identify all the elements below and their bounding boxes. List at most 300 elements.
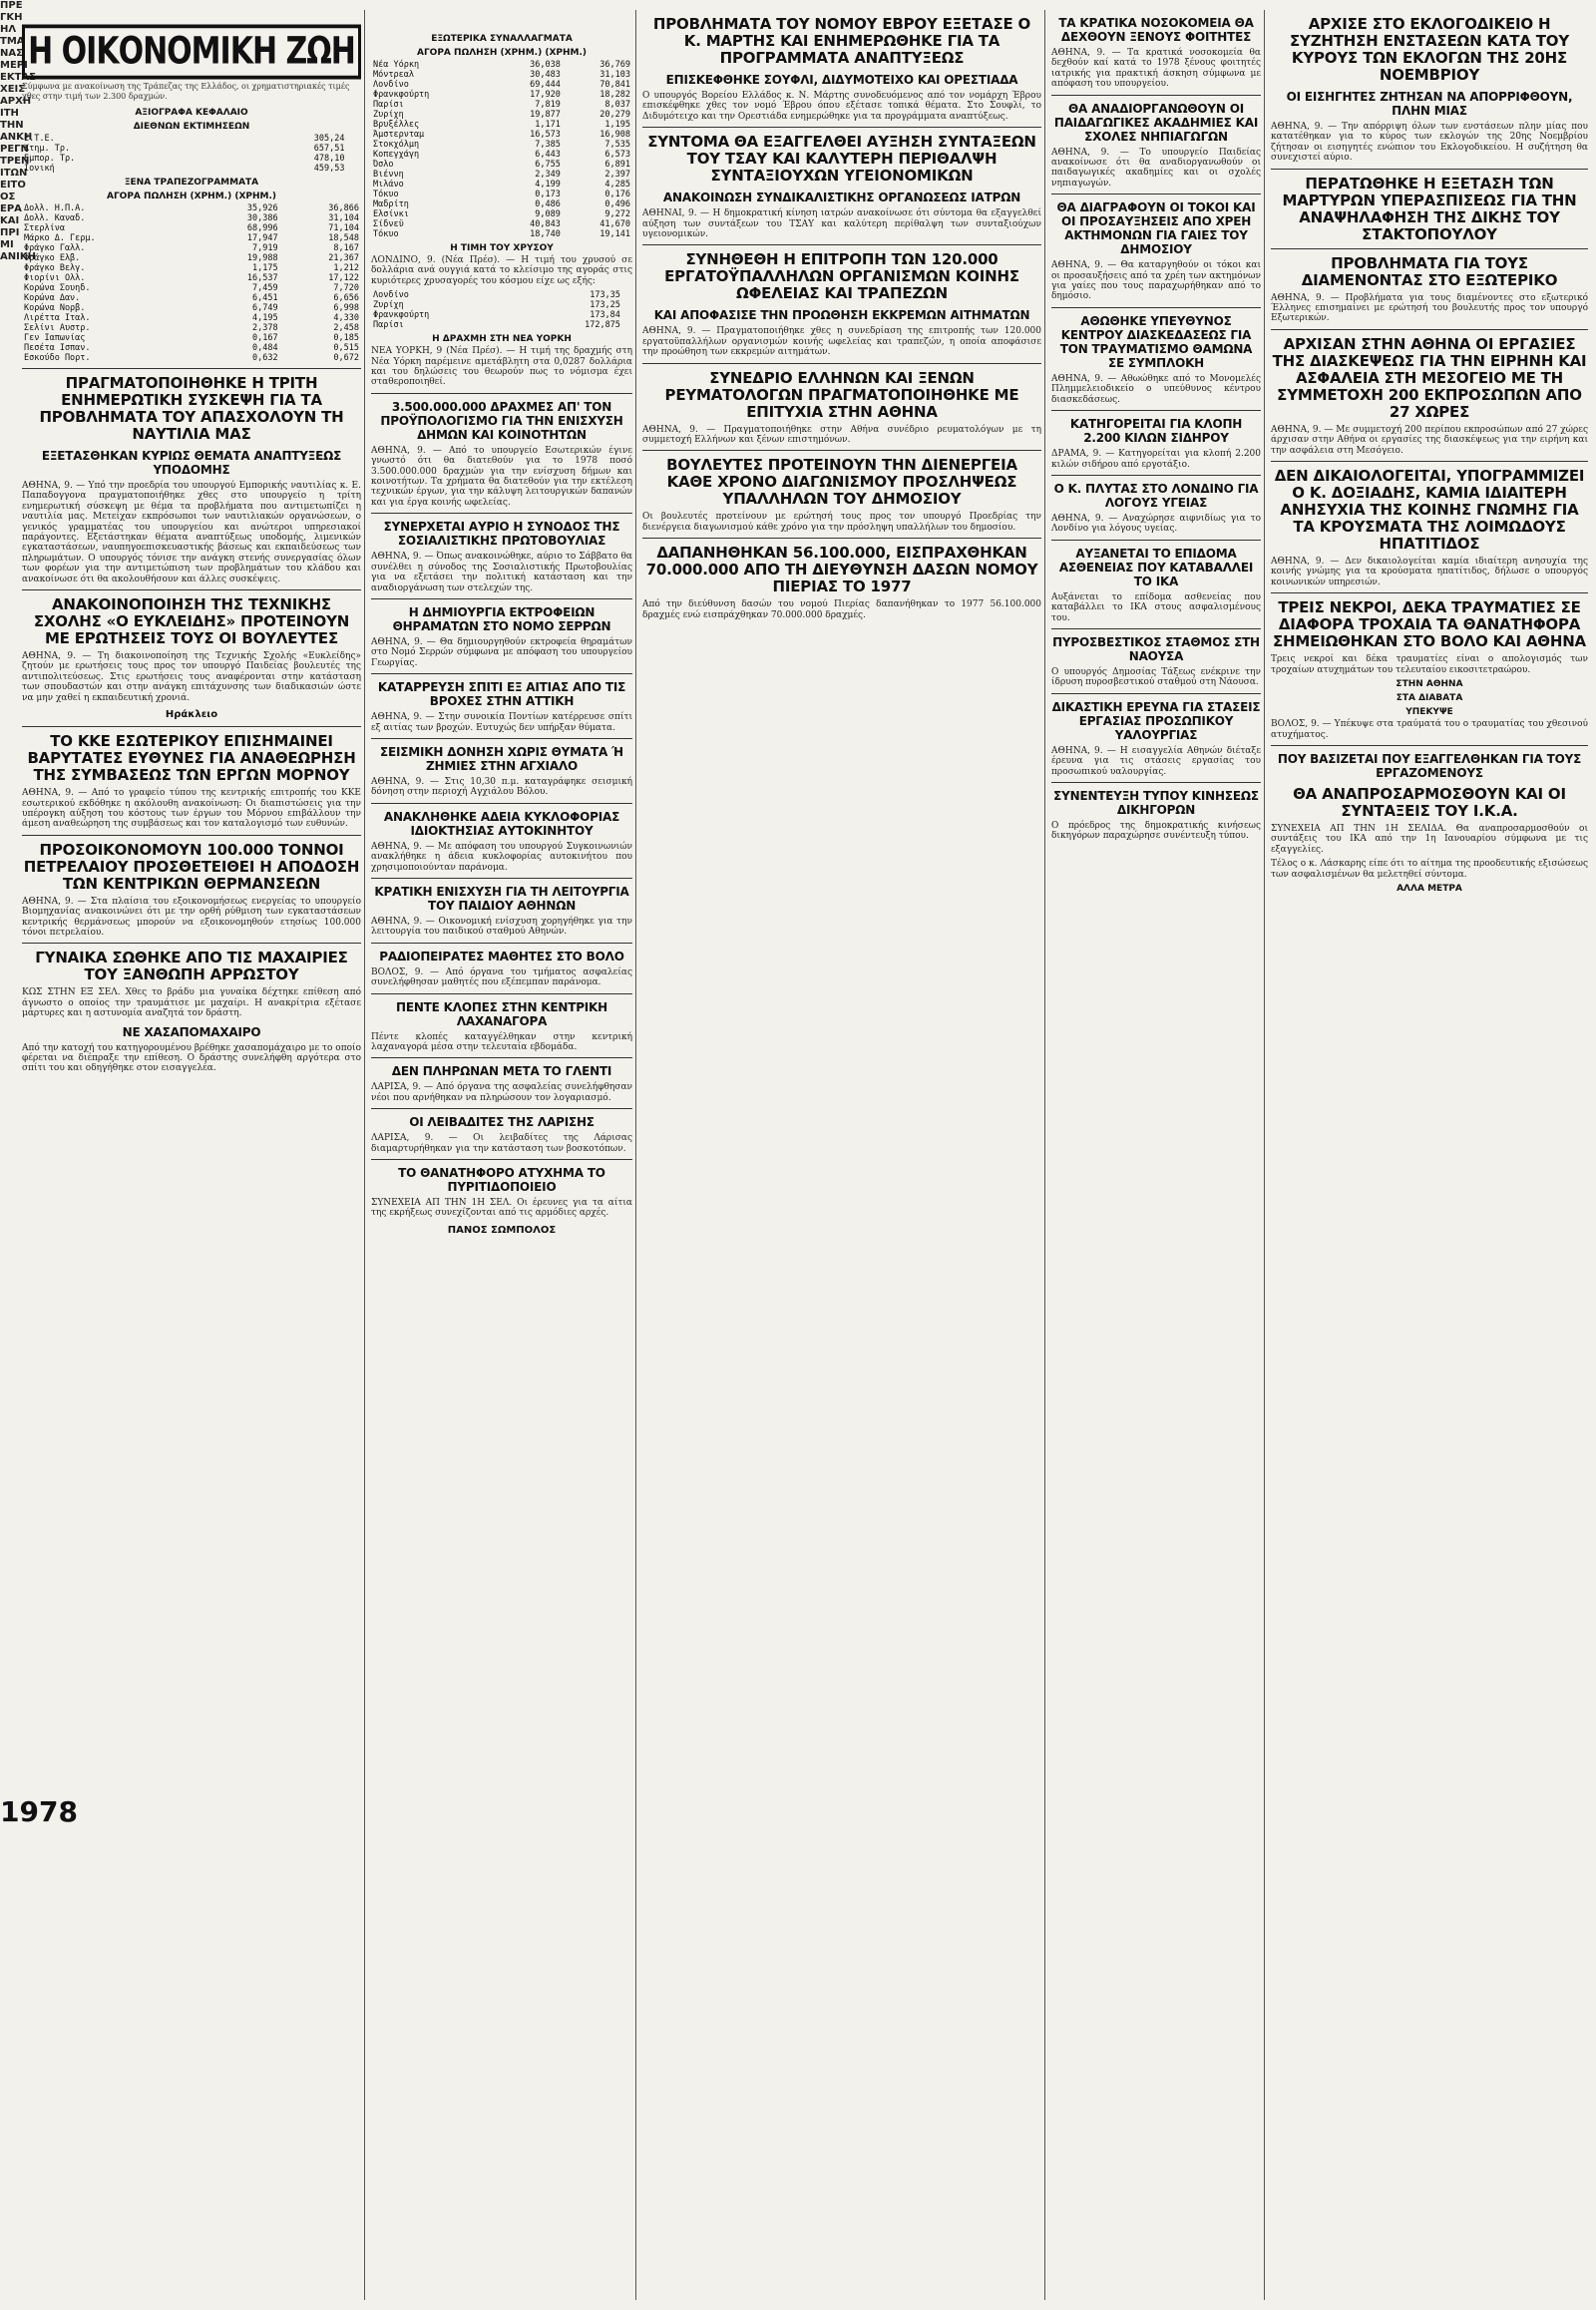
headline-lawyers: ΣΥΝΕΝΤΕΥΞΗ ΤΥΠΟΥ ΚΙΝΗΣΕΩΣ ΔΙΚΗΓΟΡΩΝ (1053, 788, 1259, 817)
table-cell: 6,891 (604, 160, 630, 170)
table-cell: 19,141 (599, 229, 630, 239)
gold-title: Η ΤΙΜΗ ΤΟΥ ΧΡΥΣΟΥ (450, 243, 554, 253)
table-cell: 35,926 (246, 203, 278, 213)
table-row (22, 263, 361, 273)
article-text: ΑΘΗΝΑ, 9. — Οικονομική ενίσχυση χορηγήθηκε για την λειτουργία του παιδικού σταθμού Αθηνών. (371, 916, 632, 938)
table-cell: 1,175 (252, 263, 278, 273)
masthead: Η ΟΙΚΟΝΟΜΙΚΗ ΖΩΗ (22, 25, 361, 80)
headline-debts-landless: ΘΑ ΔΙΑΓΡΑΦΟΥΝ ΟΙ ΤΟΚΟΙ ΚΑΙ ΟΙ ΠΡΟΣΑΥΞΗΣΕΙΣ ΑΠΟ ΧΡΕΗ ΑΚΤΗΜΟΝΩΝ ΓΙΑ ΓΑΙΕΣ ΤΟΥ ΔΗΜΟΣΙΟΥ (1056, 200, 1256, 257)
table-cell: 6,998 (333, 303, 359, 313)
article-text: ΑΘΗΝΑ, 9. — Πραγματοποιήθηκε στην Αθήνα συνέδριο ρευματολόγων με τη συμμετοχή Ελλήνων και ξένων επιστημόνων. (642, 424, 1041, 446)
article-text: Αυξάνεται το επίδομα ασθενείας που καταβάλλει το ΙΚΑ στους ασφαλισμένους του. (1051, 591, 1261, 623)
headline-election-court: ΑΡΧΙΣΕ ΣΤΟ ΕΚΛΟΓΟΔΙΚΕΙΟ Η ΣΥΖΗΤΗΣΗ ΕΝΣΤΑΣΕΩΝ ΚΑΤΑ ΤΟΥ ΚΥΡΟΥΣ ΤΩΝ ΕΚΛΟΓΩΝ ΤΗΣ 20ΗΣ ΝΟΕΜΒΡΙΟΥ (1290, 15, 1569, 84)
table-row (371, 320, 632, 330)
article-text: Από την κατοχή του κατηγορουμένου βρέθηκε χασαπομάχαιρο με το οποίο φέρεται να διέπραξε την επίθεση. Ο δράστης συνελήφθη αργότερα στο σπίτι του και οδηγήθηκε στον εισαγγελέα. (22, 1042, 361, 1074)
column-divider (635, 10, 636, 2300)
table-cell: Τόκυο (373, 190, 399, 199)
table-cell: 0,632 (252, 353, 278, 363)
table-cell: 40,843 (530, 219, 561, 229)
table-cell (347, 164, 361, 174)
table-cell: Βρυξέλλες (373, 120, 420, 130)
table-cell: 8,037 (604, 100, 630, 110)
table-cell (622, 290, 632, 300)
table-row (371, 130, 632, 140)
table-cell: 69,444 (530, 80, 561, 90)
table-cell: 18,282 (599, 90, 630, 100)
table-row (22, 353, 361, 363)
separator (642, 244, 1041, 245)
table-cell: 0,176 (604, 190, 630, 199)
column-2 (371, 10, 632, 2300)
article-text: ΑΘΗΝΑ, 9. — Από το υπουργείο Εσωτερικών έγινε γνωστό ότι θα διατεθούν για το 1978 ποσό 3.500.000.000 δραχμών για την ενίσχυση δήμων και κοινοτήτων. Τα χρήματα θα διατεθούν για την εκτέλεση τεχνικών έργων, για την κάλυψη λειτουργικών δαπανών και για έργα κοινής ωφελείας. (371, 445, 632, 508)
headline-fire-station: ΠΥΡΟΣΒΕΣΤΙΚΟΣ ΣΤΑΘΜΟΣ ΣΤΗ ΝΑΟΥΣΑ (1052, 634, 1260, 663)
table-cell: Φράγκο Βελγ. (24, 263, 86, 273)
headline-forestry-pieria: ΔΑΠΑΝΗΘΗΚΑΝ 56.100.000, ΕΙΣΠΡΑΧΘΗΚΑΝ 70.000.000 ΑΠΟ ΤΗ ΔΙΕΥΘΥΝΣΗ ΔΑΣΩΝ ΝΟΜΟΥ ΠΙΕΡΙΑΣ ΤΟ 1977 (645, 544, 1038, 596)
separator (1051, 193, 1261, 194)
subheadline-doctors: ΑΝΑΚΟΙΝΩΣΗ ΣΥΝΔΙΚΑΛΙΣΤΙΚΗΣ ΟΡΓΑΝΩΣΕΩΣ ΙΑΤΡΩΝ (662, 191, 1021, 205)
separator (1051, 693, 1261, 694)
separator (371, 393, 632, 394)
headline-fatal-accident: ΤΟ ΘΑΝΑΤΗΦΟΡΟ ΑΤΥΧΗΜΑ ΤΟ ΠΥΡΙΤΙΔΟΠΟΙΕΙΟ (398, 1166, 605, 1195)
table-cell: Πεσέτα Ισπαν. (24, 343, 91, 353)
table-cell: Μόντρεαλ (373, 70, 414, 80)
subheadline-shipping: ΕΞΕΤΑΣΘΗΚΑΝ ΚΥΡΙΩΣ ΘΕΜΑΤΑ ΑΝΑΠΤΥΞΕΩΣ ΥΠΟΔΟΜΗΣ (41, 449, 342, 477)
table-cell: 0,173 (535, 190, 561, 199)
separator (371, 673, 632, 674)
table-cell: Δολλ. Η.Π.Α. (24, 203, 86, 213)
headline-unpaid-party: ΔΕΝ ΠΛΗΡΩΝΑΝ ΜΕΤΑ ΤΟ ΓΛΕΝΤΙ (391, 1064, 612, 1079)
table-cell: Άμστερνταμ (373, 130, 425, 140)
separator (371, 1057, 632, 1058)
table-cell: 30,386 (246, 213, 278, 223)
table-cell: 30,483 (530, 70, 561, 80)
table-cell: Ιονική (24, 164, 55, 174)
separator (371, 943, 632, 944)
headline-larisa: ΟΙ ΛΕΙΒΑΔΙΤΕΣ ΤΗΣ ΛΑΡΙΣΗΣ (409, 1115, 595, 1130)
subheadline-election-court: ΟΙ ΕΙΣΗΓΗΤΕΣ ΖΗΤΗΣΑΝ ΝΑ ΑΠΟΡΡΙΦΘΟΥΝ, ΠΛΗΝ ΜΙΑΣ (1286, 90, 1573, 118)
column-4 (1051, 10, 1261, 2300)
separator (642, 450, 1041, 451)
fx-table (371, 60, 632, 239)
article-text: ΚΩΣ ΣΤΗΝ ΕΞ ΣΕΛ. Χθες το βράδυ μια γυναίκα δέχτηκε επίθεση από άγνωστο ο οποίος την τραυμάτισε με μαχαίρι. Η ανακρίτρια εξέτασε μάρτυρες και η αστυνομία αναζητά τον δράστη. (22, 987, 361, 1019)
table-row (371, 90, 632, 100)
table-row (371, 80, 632, 90)
article-text: ΑΘΗΝΑΙ, 9. — Η δημοκρατική κίνηση ιατρών ανακοίνωσε ότι σύντομα θα εξαγγελθεί αύξηση των συντάξεων του ΤΣΑΥ και καλύτερη περίθαλψη των συνταξιούχων υγειονομικών. (642, 208, 1041, 240)
table-row (371, 150, 632, 160)
table-cell: 0,185 (333, 333, 359, 343)
headline-tsay-pensions: ΣΥΝΤΟΜΑ ΘΑ ΕΞΑΓΓΕΛΘΕΙ ΑΥΞΗΣΗ ΣΥΝΤΑΞΕΩΝ ΤΟΥ ΤΣΑΥ ΚΑΙ ΚΑΛΥΤΕΡΗ ΠΕΡΙΘΑΛΨΗ ΣΥΝΤΑΞΙΟΥΧΩΝ ΥΓΕΙΟΝΟΜΙΚΩΝ (647, 133, 1036, 186)
table-cell: 173,84 (590, 310, 620, 321)
table-cell: 71,104 (328, 223, 359, 233)
table-cell: 0,672 (333, 353, 359, 363)
article-text: ΑΘΗΝΑ, 9. — Από το γραφείο τύπου της κεντρικής επιτροπής του ΚΚΕ εσωτερικού εκδόθηκε η ακόλουθη ανακοίνωση: Οι διαπιστώσεις για την υπέρογκη αύξηση του κόστους των έργων του Μόρνου επιβάλλουν την άμεση αναθεώρηση της συμβάσεως και τον καταλογισμό των ευθυνών. (22, 788, 361, 830)
table-row (22, 283, 361, 293)
article-text: ΑΘΗΝΑ, 9. — Υπό την προεδρία του υπουργού Εμπορικής ναυτιλίας κ. Ε. Παπαδογγονα πραγματοποιήθηκε χθες στο υπουργείο η τρίτη ενημερωτική σύσκεψη με θέμα τα προβλήματα που αντιμετωπίζει η ναυτιλία μας. Μετείχαν εκπρόσωποι των ναυτιλιακών οργανώσεων, ο γενικός γραμματέας του υπουργείου και ανώτεροι υπηρεσιακοί παράγοντες. Εξετάστηκαν θέματα αναπτύξεως υποδομής, λιμενικών εγκαταστάσεων, ναυπηγοεπισκευαστικής βάσεως και εκπαιδεύσεως των πληρωμάτων. Ο υπουργός τόνισε την ανάγκη στενής συνεργασίας όλων των φορέων για την αντιμετώπιση των προβλημάτων του κλάδου και ανακοίνωσε ότι θα ακολουθήσουν και άλλες συσκέψεις. (22, 481, 361, 584)
table-cell: Φρανκφούρτη (373, 310, 430, 321)
article-text: ΑΘΗΝΑ, 9. — Θα δημιουργηθούν εκτροφεία θηραμάτων στο Νομό Σερρών σύμφωνα με απόφαση του υπουργείου Γεωργίας. (371, 636, 632, 668)
headline-committee-120000: ΣΥΝΗΘΕΘΗ Η ΕΠΙΤΡΟΠΗ ΤΩΝ 120.000 ΕΡΓΑΤΟΫΠΑΛΛΗΛΩΝ ΟΡΓΑΝΙΣΜΩΝ ΚΟΙΝΗΣ ΩΦΕΛΕΙΑΣ ΚΑΙ ΤΡΑΠΕΖΩΝ (664, 250, 1019, 303)
article-text: Ο υπουργός Βορείου Ελλάδος κ. Ν. Μάρτης συνοδευόμενος από τον νομάρχη Έβρου επισκέφθηκε χθες τον νομό Έβρου όπου εξέτασε τοπικά θέματα. Στο Σουφλί, το Διδυμότειχο και την Ορεστιάδα ενημερώθηκε για τα προγράμματα αναπτύξεως. (642, 91, 1041, 122)
article-text: ΑΘΗΝΑ, 9. — Αθωώθηκε από το Μονομελές Πλημμελειοδικείο ο υπεύθυνος κέντρου διασκεδάσεως. (1051, 373, 1261, 405)
separator (1051, 410, 1261, 411)
column-divider (1264, 10, 1265, 2300)
article-text: ΑΘΗΝΑ, 9. — Θα καταργηθούν οι τόκοι και οι προσαυξήσεις από τα χρέη των ακτημόνων για γαίες που τους παραχωρήθηκαν από το δημόσιο. (1051, 260, 1261, 302)
article-text: ΑΘΗΝΑ, 9. — Στις 10,30 π.μ. καταγράφηκε σεισμική δόνηση στην περιοχή Αγχιάλου Βόλου. (371, 776, 632, 798)
headline-kke: ΤΟ ΚΚΕ ΕΣΩΤΕΡΙΚΟΥ ΕΠΙΣΗΜΑΙΝΕΙ ΒΑΡΥΤΑΤΕΣ ΕΥΘΥΝΕΣ ΓΙΑ ΑΝΑΘΕΩΡΗΣΗ ΤΗΣ ΣΥΜΒΑΣΕΩΣ ΤΩΝ ΕΡΓΩΝ ΜΟΡΝΟΥ (27, 732, 356, 785)
table-cell: 31,103 (599, 70, 630, 80)
table-cell: Βιέννη (373, 170, 404, 180)
table-cell: Κορώνα Σουηδ. (24, 283, 91, 293)
headline-state-support: ΚΡΑΤΙΚΗ ΕΝΙΣΧΥΣΗ ΓΙΑ ΤΗ ΛΕΙΤΟΥΡΓΙΑ ΤΟΥ ΠΑΙΔΙΟΥ ΑΘΗΝΩΝ (374, 884, 629, 913)
table-row (371, 140, 632, 150)
table-row (371, 110, 632, 120)
gold-text: ΛΟΝΔΙΝΟ, 9. (Νέα Πρέσ). — Η τιμή του χρυσού σε δολλάρια ανά ουγγιά κατά το κλείσιμο της αγοράς στις κυριότερες χρυσαγορές του κόσμου είχε ως εξής: (371, 255, 632, 286)
table-cell (347, 134, 361, 144)
table-cell: Λιρέττα Ιταλ. (24, 313, 91, 323)
table-cell: 4,285 (604, 180, 630, 190)
table-cell: 305,24 (313, 134, 345, 144)
edge-fragment-text: ΠΡΕ ΓΚΗ ΗΛ ΤΜΑ ΝΑΣ ΜΕΡΙ ΕΚΤΑΣ ΧΕΙΣ ΑΡΧΗ ΙΤΗ ΤΗΝ ΑΝΚΗ ΡΕΓΝ ΤΡΕΝ ΙΤΩΝ ΕΙΤΟ ΟΣ ΕΡΑ ΚΑΙ ΠΡΙ ΜΙ ΑΝΙΚΗ (0, 0, 36, 262)
table-cell: Λονδίνο (373, 290, 409, 301)
separator (371, 878, 632, 879)
table-cell: 0,496 (604, 199, 630, 209)
separator (1051, 540, 1261, 541)
headline-workers: ΠΟΥ ΒΑΣΙΖΕΤΑΙ ΠΟΥ ΕΞΑΓΓΕΛΘΗΚΑΝ ΓΙΑ ΤΟΥΣ ΕΡΓΑΖΟΜΕΝΟΥΣ (1277, 751, 1582, 780)
separator (22, 368, 361, 369)
table-cell: Γεν Ιαπωνίας (24, 333, 86, 343)
subsection-athens: ΣΤΗΝ ΑΘΗΝΑ (1396, 679, 1463, 690)
table-row (22, 273, 361, 283)
article-text: ΑΘΗΝΑ, 9. — Προβλήματα για τους διαμένοντες στο εξωτερικό Έλληνες επισημαίνει με ερώτησή του βουλευτής προς τον υπουργό Εξωτερικών. (1271, 292, 1588, 324)
table-cell: Φιορίνι Ολλ. (24, 273, 86, 283)
table-cell: 173,35 (590, 290, 620, 301)
table-row (371, 170, 632, 180)
table-cell: 0,515 (333, 343, 359, 353)
table-row (371, 190, 632, 199)
masthead-subtitle: Σύμφωνα με ανακοίνωση της Τράπεζας της Ελλάδος, οι χρηματιστηριακές τιμές χθες στην τιμή των 2.300 δραχμών. (22, 82, 350, 101)
table-cell: 6,451 (252, 293, 278, 303)
table-cell (622, 320, 632, 330)
table-cell: Όσλο (373, 160, 394, 170)
table-row (371, 120, 632, 130)
table-cell: 36,866 (328, 203, 359, 213)
table-cell: Φρανκφούρτη (373, 90, 430, 100)
table-cell: 657,51 (313, 144, 345, 154)
table-cell: Κοπεγχάγη (373, 150, 420, 160)
table-row (22, 203, 361, 213)
table-cell: Μάρκο Δ. Γερμ. (24, 233, 96, 243)
headline-ika-pensions: ΘΑ ΑΝΑΠΡΟΣΑΡΜΟΣΘΟΥΝ ΚΑΙ ΟΙ ΣΥΝΤΑΞΕΙΣ ΤΟΥ Ι.Κ.Α. (1293, 784, 1566, 820)
table-cell: Ζυρίχη (373, 300, 404, 311)
table-cell: 18,740 (530, 229, 561, 239)
table-cell: 6,749 (252, 303, 278, 313)
headline-mediterranean-conference: ΑΡΧΙΣΑΝ ΣΤΗΝ ΑΘΗΝΑ ΟΙ ΕΡΓΑΣΙΕΣ ΤΗΣ ΔΙΑΣΚΕΨΕΩΣ ΓΙΑ ΤΗΝ ΕΙΡΗΝΗ ΚΑΙ ΑΣΦΑΛΕΙΑ ΣΤΗ ΜΕΣΟΓΕΙΟ ΜΕ ΤΗ ΣΥΜΜΕΤΟΧΗ 200 ΕΚΠΡΟΣΩΠΩΝ ΑΠΟ 27 ΧΩΡΕΣ (1272, 334, 1587, 421)
table-cell: Μιλάνο (373, 180, 404, 190)
table-row (371, 199, 632, 209)
table-cell: 17,947 (246, 233, 278, 243)
article-text: ΑΘΗΝΑ, 9. — Δεν δικαιολογείται καμία ιδιαίτερη ανησυχία της κοινής γνώμης για τα κρούσματα ηπατίτιδος, δήλωσε ο υπουργός κοινωνικών υπηρεσιών. (1271, 557, 1588, 587)
fx-subtitle: ΑΓΟΡΑ ΠΩΛΗΣΗ (ΧΡΗΜ.) (ΧΡΗΜ.) (416, 48, 587, 58)
table-cell: 6,755 (535, 160, 561, 170)
article-text: Τέλος ο κ. Λάσκαρης είπε ότι το αίτημα της προοδευτικής εξισώσεως των ασφαλισμένων θα μελετηθεί σύντομα. (1271, 859, 1588, 880)
separator (642, 363, 1041, 364)
separator (1051, 475, 1261, 476)
drachma-ny-title: Η ΔΡΑΧΜΗ ΣΤΗ ΝΕΑ ΥΟΡΚΗ (432, 334, 572, 345)
article-text: ΛΑΡΙΣΑ, 9. — Από όργανα της ασφαλείας συνελήφθησαν νέοι που αρνήθηκαν να πληρώσουν τον λογαριασμό. (371, 1082, 632, 1103)
headline-euclid-school: ΑΝΑΚΟΙΝΟΠΟΙΗΣΗ ΤΗΣ ΤΕΧΝΙΚΗΣ ΣΧΟΛΗΣ «Ο ΕΥΚΛΕΙΔΗΣ» ΠΡΟΤΕΙΝΟΥΝ ΜΕ ΕΡΩΤΗΣΕΙΣ ΤΟΥΣ ΟΙ ΒΟΥΛΕΥΤΕΣ (33, 595, 350, 648)
separator (371, 513, 632, 514)
market-title: ΑΞΙΟΓΡΑΦΑ ΚΕΦΑΛΑΙΟ (135, 108, 248, 118)
subsection-other-measures: ΑΛΛΑ ΜΕΤΡΑ (1396, 883, 1462, 894)
banknotes-table (22, 203, 361, 363)
table-cell: Εμπορ. Τρ. (24, 154, 76, 164)
separator (1051, 307, 1261, 308)
table-row (22, 343, 361, 353)
table-cell: 70,841 (599, 80, 630, 90)
table-cell: 68,996 (246, 223, 278, 233)
article-text: ΒΟΛΟΣ, 9. — Υπέκυψε στα τραύματά του ο τραυματίας του χθεσινού ατυχήματος. (1271, 719, 1588, 740)
separator (371, 738, 632, 739)
table-row (22, 253, 361, 263)
table-cell: Σίδνεϋ (373, 219, 404, 229)
table-cell: 4,199 (535, 180, 561, 190)
drachma-ny-text: ΝΕΑ ΥΟΡΚΗ, 9 (Νέα Πρέσ). — Η τιμή της δραχμής στη Νέα Υόρκη παρέμεινε αμετάβλητη στα 0,0287 δολλάρια και του δηλώσεις του θεωρούν πως το νόμισμα έχει σταθεροποιηθεί. (371, 346, 632, 388)
article-text: ΣΥΝΕΧΕΙΑ ΑΠ ΤΗΝ 1Η ΣΕΛ. Οι έρευνες για τα αίτια της εκρήξεως συνεχίζονται από τις αρμόδιες αρχές. (371, 1198, 632, 1219)
table-row (22, 233, 361, 243)
headline-license-revoked: ΑΝΑΚΛΗΘΗΚΕ ΑΔΕΙΑ ΚΥΚΛΟΦΟΡΙΑΣ ΙΔΙΟΚΤΗΣΙΑΣ ΑΥΤΟΚΙΝΗΤΟΥ (383, 809, 620, 838)
subsection-diavata: ΣΤΑ ΔΙΑΒΑΤΑ (1396, 693, 1463, 704)
table-cell: Κορώνα Νορβ. (24, 303, 86, 313)
table-cell: 7,459 (252, 283, 278, 293)
subheadline-committee: ΚΑΙ ΑΠΟΦΑΣΙΣΕ ΤΗΝ ΠΡΟΩΘΗΣΗ ΕΚΚΡΕΜΩΝ ΑΙΤΗΜΑΤΩΝ (653, 308, 1030, 323)
table-cell: 1,171 (535, 120, 561, 130)
table-cell: 172,875 (585, 320, 620, 331)
table-cell: 6,573 (604, 150, 630, 160)
table-cell: 7,919 (252, 243, 278, 253)
table-row (371, 310, 632, 320)
table-cell: 31,104 (328, 213, 359, 223)
subheadline-evros: ΕΠΙΣΚΕΦΘΗΚΕ ΣΟΥΦΛΙ, ΔΙΔΥΜΟΤΕΙΧΟ ΚΑΙ ΟΡΕΣΤΙΑΔΑ (665, 73, 1018, 87)
table-cell: 1,212 (333, 263, 359, 273)
article-signature: Ηράκλειο (165, 709, 218, 721)
table-row (22, 333, 361, 343)
table-cell: 21,367 (328, 253, 359, 263)
separator (371, 1159, 632, 1160)
subsection-succumbed: ΥΠΕΚΥΨΕ (1405, 707, 1453, 718)
separator (371, 803, 632, 804)
table-cell: Δολλ. Καναδ. (24, 213, 86, 223)
separator (1051, 95, 1261, 96)
fx-title: ΕΞΩΤΕΡΙΚΑ ΣΥΝΑΛΛΑΓΜΑΤΑ (431, 34, 573, 44)
headline-civil-service: ΒΟΥΛΕΥΤΕΣ ΠΡΟΤΕΙΝΟΥΝ ΤΗΝ ΔΙΕΝΕΡΓΕΙΑ ΚΑΘΕ ΧΡΟΝΟ ΔΙΑΓΩΝΙΣΜΟΥ ΠΡΟΣΛΗΨΕΩΣ ΥΠΑΛΛΗΛΩΝ ΤΟΥ ΔΗΜΟΣΙΟΥ (666, 456, 1017, 509)
table-cell: 2,397 (604, 170, 630, 180)
table-cell: Παρίσι (373, 320, 404, 331)
table-cell: 17,920 (530, 90, 561, 100)
market-table (22, 134, 361, 174)
article-text: Από την διεύθυνση δασών του νομού Πιερίας δαπανήθηκαν το 1977 56.100.000 δραχμές ενώ εισπράχθηκαν 70.000.000 δραχμές. (642, 599, 1041, 620)
table-cell: 17,122 (328, 273, 359, 283)
table-cell: 19,988 (246, 253, 278, 263)
separator (22, 835, 361, 836)
table-cell: Στοκχόλμη (373, 140, 420, 150)
table-cell: Ελσίνκι (373, 209, 409, 219)
headline-game-farms: Η ΔΗΜΙΟΥΡΓΙΑ ΕΚΤΡΟΦΕΙΩΝ ΘΗΡΑΜΑΤΩΝ ΣΤΟ ΝΟΜΟ ΣΕΡΡΩΝ (392, 604, 611, 633)
article-text: Πέντε κλοπές καταγγέλθηκαν στην κεντρική λαχαναγορά μέσα στην τελευταία εβδομάδα. (371, 1031, 632, 1052)
table-row (22, 313, 361, 323)
table-cell: Στερλίνα (24, 223, 65, 233)
table-row (371, 60, 632, 70)
separator (1271, 248, 1588, 249)
headline-rheumatology: ΣΥΝΕΔΡΙΟ ΕΛΛΗΝΩΝ ΚΑΙ ΞΕΝΩΝ ΡΕΥΜΑΤΟΛΟΓΩΝ ΠΡΑΓΜΑΤΟΠΟΙΗΘΗΚΕ ΜΕ ΕΠΙΤΥΧΙΑ ΣΤΗΝ ΑΘΗΝΑ (664, 368, 1019, 421)
table-cell: 16,908 (599, 130, 630, 140)
table-row (371, 180, 632, 190)
table-cell: Κορώνα Δαν. (24, 293, 81, 303)
table-cell: 9,089 (535, 209, 561, 219)
table-cell: Φράγκο Ελβ. (24, 253, 81, 263)
table-cell: Μαδρίτη (373, 199, 409, 209)
table-cell: 7,819 (535, 100, 561, 110)
separator (642, 127, 1041, 128)
article-text: ΑΘΗΝΑ, 9. — Στην συνοικία Ποντίων κατέρρευσε σπίτι εξ αιτίας των βροχών. Ευτυχώς δεν υπήρξαν θύματα. (371, 712, 632, 733)
table-cell: Ζυρίχη (373, 110, 404, 120)
separator (1271, 169, 1588, 170)
table-row (22, 303, 361, 313)
article-text: ΑΘΗΝΑ, 9. — Στα πλαίσια του εξοικονομήσεως ενεργείας το υπουργείο Βιομηχανίας ανακοινώνει ότι με την ορθή ρύθμιση των εγκαταστάσεων κεντρικής θερμάνσεως μπορούν να εξοικονομηθούν ετησίως 100.000 τόνοι πετρελαίου. (22, 896, 361, 938)
article-text: Ο πρόεδρος της δημοκρατικής κινήσεως δικηγόρων παραχώρησε συνέντευξη τύπου. (1051, 820, 1261, 842)
article-text: ΑΘΗΝΑ, 9. — Με απόφαση του υπουργού Συγκοινωνιών ανακλήθηκε η άδεια κυκλοφορίας αυτοκινήτου που χρησιμοποιούνταν παράνομα. (371, 841, 632, 873)
separator (1271, 329, 1588, 330)
table-cell: Λονδίνο (373, 80, 409, 90)
separator (1051, 628, 1261, 629)
table-cell: 6,443 (535, 150, 561, 160)
table-row (22, 243, 361, 253)
table-cell (347, 144, 361, 154)
table-cell: 7,720 (333, 283, 359, 293)
table-cell: 173,25 (590, 300, 620, 311)
table-cell: 478,10 (313, 154, 345, 164)
article-text: ΑΘΗΝΑ, 9. — Τα κρατικά νοσοκομεία θα δεχθούν καί κατά το 1978 ξένους φοιτητές ιατρικής για πρακτική άσκηση σύμφωνα με απόφαση του υπουργείου. (1051, 48, 1261, 90)
headline-petroleum: ΠΡΟΣΟΙΚΟΝΟΜΟΥΝ 100.000 ΤΟΝΝΟΙ ΠΕΤΡΕΛΑΙΟΥ ΠΡΟΣΘΕΤΕΙΘΕΙ Η ΑΠΟΔΟΣΗ ΤΩΝ ΚΕΝΤΡΙΚΩΝ ΘΕΡΜΑΝΣΕΩΝ (23, 840, 360, 893)
column-1 (22, 10, 361, 2300)
separator (1271, 461, 1588, 462)
article-text: ΔΡΑΜΑ, 9. — Κατηγορείται για κλοπή 2.200 κιλών σιδήρου από εργοτάξιο. (1051, 449, 1261, 470)
table-cell: Νέα Υόρκη (373, 60, 420, 70)
table-row (371, 209, 632, 219)
column-divider (1044, 10, 1045, 2300)
table-row (22, 144, 361, 154)
table-cell (347, 154, 361, 164)
separator (1271, 592, 1588, 593)
table-cell: 2,349 (535, 170, 561, 180)
separator (642, 538, 1041, 539)
separator (22, 726, 361, 727)
article-text: ΣΥΝΕΧΕΙΑ ΑΠ ΤΗΝ 1Η ΣΕΛΙΔΑ. Θα αναπροσαρμοσθούν οι συντάξεις του ΙΚΑ από την 1η Ιανουαρίου σύμφωνα με τις εξαγγελίες. (1271, 823, 1588, 855)
table-cell (622, 310, 632, 320)
headline-earthquake: ΣΕΙΣΜΙΚΗ ΔΟΝΗΣΗ ΧΩΡΙΣ ΘΥΜΑΤΑ Ή ΖΗΜΙΕΣ ΣΤΗΝ ΑΓΧΙΑΛΟ (380, 744, 623, 773)
headline-thefts: ΠΕΝΤΕ ΚΛΟΠΕΣ ΣΤΗΝ ΚΕΝΤΡΙΚΗ ΛΑΧΑΝΑΓΟΡΑ (395, 999, 608, 1028)
column-divider (364, 10, 365, 2300)
headline-knife-attack: ΓΥΝΑΙΚΑ ΣΩΘΗΚΕ ΑΠΟ ΤΙΣ ΜΑΧΑΙΡΙΕΣ ΤΟΥ ΞΑΝΘΩΠΗ ΑΡΡΩΣΤΟΥ (35, 949, 348, 984)
gold-table (371, 290, 632, 330)
table-row (22, 134, 361, 144)
table-cell: 1,195 (604, 120, 630, 130)
headline-evros: ΠΡΟΒΛΗΜΑΤΑ ΤΟΥ ΝΟΜΟΥ ΕΒΡΟΥ ΕΞΕΤΑΣΕ Ο Κ. ΜΑΡΤΗΣ ΚΑΙ ΕΝΗΜΕΡΩΘΗΚΕ ΓΙΑ ΤΑ ΠΡΟΓΡΑΜΜΑΤΑ ΑΝΑΠΤΥΞΕΩΣ (652, 15, 1031, 67)
article-text: Τρεις νεκροί και δέκα τραυματίες είναι ο απολογισμός των τροχαίων ατυχημάτων του τελευταίου εικοσιτετραώρου. (1271, 654, 1588, 675)
table-row (371, 219, 632, 229)
headline-house-collapse: ΚΑΤΑΡΡΕΥΣΗ ΣΠΙΤΙ ΕΞ ΑΙΤΙΑΣ ΑΠΟ ΤΙΣ ΒΡΟΧΕΣ ΣΤΗΝ ΑΤΤΙΚΗ (377, 680, 626, 709)
headline-acquittal: ΑΘΩΘΗΚΕ ΥΠΕΥΘΥΝΟΣ ΚΕΝΤΡΟΥ ΔΙΑΣΚΕΔΑΣΕΩΣ ΓΙΑ ΤΟΝ ΤΡΑΥΜΑΤΙΣΜΟ ΘΑΜΩΝΑ ΣΕ ΣΥΜΠΛΟΚΗ (1059, 313, 1253, 370)
headline-glassworks: ΔΙΚΑΣΤΙΚΗ ΕΡΕΥΝΑ ΓΙΑ ΣΤΑΣΕΙΣ ΕΡΓΑΣΙΑΣ ΠΡΟΣΩΠΙΚΟΥ ΥΑΛΟΥΡΓΙΑΣ (1051, 699, 1261, 742)
table-cell: Εσκούδο Πορτ. (24, 353, 91, 363)
market-subtitle: ΔΙΕΘΝΩΝ ΕΚΤΙΜΗΣΕΩΝ (133, 122, 250, 132)
table-row (371, 100, 632, 110)
table-cell: 19,877 (530, 110, 561, 120)
article-signature: ΠΑΝΟΣ ΣΩΜΠΟΛΟΣ (447, 1224, 557, 1236)
table-row (22, 293, 361, 303)
table-cell: 36,769 (599, 60, 630, 70)
table-cell: 8,167 (333, 243, 359, 253)
table-cell: Τόκυο (373, 229, 399, 239)
article-text: Οι βουλευτές προτείνουν με ερώτησή τους προς τον υπουργό Προεδρίας την διενέργεια διαγωνισμού κάθε χρόνο για την πρόσληψη υπαλλήλων του δημοσίου. (642, 512, 1041, 533)
headline-plytas-london: Ο Κ. ΠΛΥΤΑΣ ΣΤΟ ΛΟΝΔΙΝΟ ΓΙΑ ΛΟΓΟΥΣ ΥΓΕΙΑΣ (1053, 481, 1259, 510)
article-text: ΑΘΗΝΑ, 9. — Την απόρριψη όλων των ενστάσεων πλην μίας που κατατέθηκαν για το κύρος των εκλογών της 20ης Νοεμβρίου ζήτησαν οι εισηγητές ενώπιον του Εκλογοδικείου. Η συζήτηση θα συνεχιστεί αύριο. (1271, 122, 1588, 164)
headline-abroad: ΠΡΟΒΛΗΜΑΤΑ ΓΙΑ ΤΟΥΣ ΔΙΑΜΕΝΟΝΤΑΣ ΣΤΟ ΕΞΩΤΕΡΙΚΟ (1301, 253, 1558, 289)
table-cell: Σελίνι Αυστρ. (24, 323, 91, 333)
table-cell: 0,167 (252, 333, 278, 343)
headline-radio-pirates: ΡΑΔΙΟΠΕΙΡΑΤΕΣ ΜΑΘΗΤΕΣ ΣΤΟ ΒΟΛΟ (379, 949, 624, 963)
column-3 (642, 10, 1041, 2300)
table-cell: Κτημ. Τρ. (24, 144, 71, 154)
table-cell: 6,656 (333, 293, 359, 303)
article-text: Ο υπουργός Δημοσίας Τάξεως ενέκρινε την ίδρυση πυροσβεστικού σταθμού στη Νάουσα. (1051, 666, 1261, 688)
separator (371, 993, 632, 994)
table-cell: 2,378 (252, 323, 278, 333)
table-cell: Φράγκο Γαλλ. (24, 243, 86, 253)
separator (371, 1108, 632, 1109)
article-text: ΑΘΗΝΑ, 9. — Όπως ανακοινώθηκε, αύριο το Σάββατο θα συνέλθει η σύνοδος της Σοσιαλιστικής Πρωτοβουλίας για να εξετάσει την πολιτική κατάσταση και την αναδιοργάνωση των στελεχών της. (371, 552, 632, 593)
headline-shipping: ΠΡΑΓΜΑΤΟΠΟΙΗΘΗΚΕ Η ΤΡΙΤΗ ΕΝΗΜΕΡΩΤΙΚΗ ΣΥΣΚΕΨΗ ΓΙΑ ΤΑ ΠΡΟΒΛΗΜΑΤΑ ΤΟΥ ΑΠΑΣΧΟΛΟΥΝ ΤΗ ΝΑΥΤΙΛΙΑ ΜΑΣ (39, 374, 344, 443)
table-row (22, 213, 361, 223)
article-text: ΑΘΗΝΑ, 9. — Τη διακοινοποίηση της Τεχνικής Σχολής «Ευκλείδης» ζητούν με ερωτήσεις τους προς τον υπουργό Παιδείας βουλευτές της αντιπολιτεύσεως. Στις ερωτήσεις τους αναφέρονται στην κατάσταση των σπουδαστών και στην ανάγκη επιτάχυνσης των διαδικασιών ώστε να μην χαθεί η εκπαιδευτική χρονιά. (22, 651, 361, 703)
table-cell: 0,486 (535, 199, 561, 209)
banknotes-title: ΞΕΝΑ ΤΡΑΠΕΖΟΓΡΑΜΜΑΤΑ (124, 178, 259, 188)
table-cell: 20,279 (599, 110, 630, 120)
table-cell (622, 300, 632, 310)
headline-ika-allowance: ΑΥΞΑΝΕΤΑΙ ΤΟ ΕΠΙΔΟΜΑ ΑΣΘΕΝΕΙΑΣ ΠΟΥ ΚΑΤΑΒΑΛΛΕΙ ΤΟ ΙΚΑ (1058, 546, 1254, 588)
article-text: ΒΟΛΟΣ, 9. — Από όργανα του τμήματος ασφαλείας συνελήφθησαν μαθητές που εξέπεμπαν παράνομα. (371, 966, 632, 988)
separator (22, 943, 361, 944)
table-cell: Παρίσι (373, 100, 404, 110)
subheadline-knife: ΝΕ ΧΑΣΑΠΟΜΑΧΑΙΡΟ (122, 1024, 261, 1039)
article-text: ΑΘΗΝΑ, 9. — Η εισαγγελία Αθηνών διέταξε έρευνα για τις στάσεις εργασίας του προσωπικού υαλουργίας. (1051, 745, 1261, 777)
table-cell: 16,573 (530, 130, 561, 140)
table-cell: Ε.Τ.Ε. (24, 134, 55, 144)
article-text: ΑΘΗΝΑ, 9. — Με συμμετοχή 200 περίπου εκπροσώπων από 27 χώρες άρχισαν στην Αθήνα οι εργασίες της διασκέψεως για την ειρήνη και την ασφάλεια στη Μεσόγειο. (1271, 424, 1588, 456)
table-row (371, 160, 632, 170)
table-cell: 2,458 (333, 323, 359, 333)
table-cell: 9,272 (604, 209, 630, 219)
headline-traffic-accidents: ΤΡΕΙΣ ΝΕΚΡΟΙ, ΔΕΚΑ ΤΡΑΥΜΑΤΙΕΣ ΣΕ ΔΙΑΦΟΡΑ ΤΡΟΧΑΙΑ ΤΑ ΘΑΝΑΤΗΦΟΡΑ ΣΗΜΕΙΩΘΗΚΑΝ ΣΤΟ ΒΟΛΟ ΚΑΙ ΑΘΗΝΑ (1273, 598, 1586, 651)
table-row (371, 229, 632, 239)
table-cell: 7,535 (604, 140, 630, 150)
table-cell: 16,537 (246, 273, 278, 283)
headline-hospitals: ΤΑ ΚΡΑΤΙΚΑ ΝΟΣΟΚΟΜΕΙΑ ΘΑ ΔΕΧΘΟΥΝ ΞΕΝΟΥΣ ΦΟΙΤΗΤΕΣ (1058, 16, 1254, 44)
table-cell: 41,670 (599, 219, 630, 229)
article-text: ΑΘΗΝΑ, 9. — Αναχώρησε αιφνιδίως για το Λονδίνο για λόγους υγείας. (1051, 513, 1261, 535)
table-cell: 36,038 (530, 60, 561, 70)
table-row (371, 70, 632, 80)
headline-staktopoulos: ΠΕΡΑΤΩΘΗΚΕ Η ΕΞΕΤΑΣΗ ΤΩΝ ΜΑΡΤΥΡΩΝ ΥΠΕΡΑΣΠΙΣΕΩΣ ΓΙΑ ΤΗΝ ΑΝΑΨΗΛΑΦΗΣΗ ΤΗΣ ΔΙΚΗΣ ΤΟΥ ΣΤΑΚΤΟΠΟΥΛΟΥ (1282, 174, 1577, 243)
